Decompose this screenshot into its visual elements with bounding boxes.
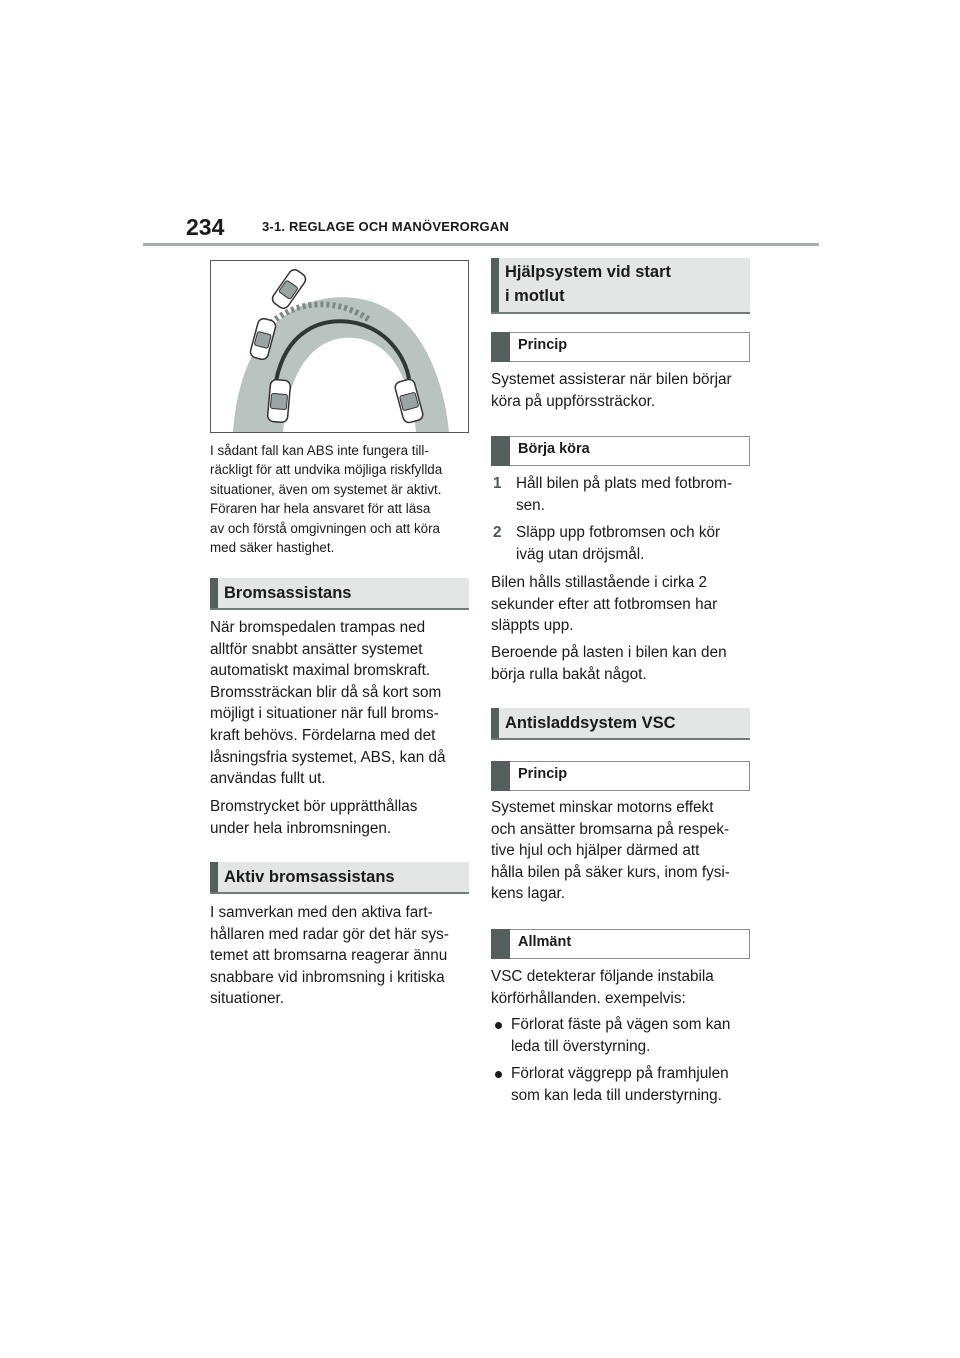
hold-paragraph: Bilen hålls stillastående i cirka 2 sekunder efter att fotbromsen har släppts upp. xyxy=(491,574,718,635)
abs-caption: I sådant fall kan ABS inte fungera till- räckligt för att undvika möjliga riskfyllda situationer, även om systemet är aktivt. Föraren har hela ansvaret för att läsa av och förstå omgivningen och att köra med säker hastighet. xyxy=(210,443,443,556)
page-number: 234 xyxy=(186,214,225,240)
vsc-principle-heading: Princip xyxy=(491,761,750,791)
brake-assist-paragraph-1: När bromspedalen trampas ned alltför snabbt ansätter systemet automatiskt maximal bromskraft. Bromssträckan blir då så kort som möjligt i situationer när full broms- kraft behövs. Fördelarna med det låsningsfria systemet, ABS, kan då användas fullt ut. xyxy=(210,619,446,788)
vsc-principle-paragraph: Systemet minskar motorns effekt och ansätter bromsarna på respek- tive hjul och hjälper därmed att hålla bilen på säker kurs, inom fysi- kens lagar. xyxy=(491,799,730,903)
section-title: 3-1. REGLAGE OCH MANÖVERORGAN xyxy=(262,219,510,234)
active-brake-assist-paragraph: I samverkan med den aktiva fart- hållaren med radar gör det här sys- temet att bromsarna reagerar ännu snabbare vid inbromsning i kritiska situationer. xyxy=(210,904,449,1008)
bullet-oversteer: Förlorat fäste på vägen som kan leda till överstyrning. xyxy=(493,1014,755,1058)
curve-braking-illustration xyxy=(210,260,469,433)
load-paragraph: Beroende på lasten i bilen kan den börja rulla bakåt något. xyxy=(491,644,727,683)
hill-start-heading: Hjälpsystem vid start i motlut xyxy=(491,258,750,314)
vsc-heading: Antisladdsystem VSC xyxy=(491,708,750,740)
hill-principle-paragraph: Systemet assisterar när bilen börjar köra på uppförssträckor. xyxy=(491,371,732,410)
general-paragraph: VSC detekterar följande instabila körförhållanden. exempelvis: xyxy=(491,968,714,1007)
hill-principle-heading: Princip xyxy=(491,332,750,362)
car-bottom-left xyxy=(267,379,291,423)
brake-assist-paragraph-2: Bromstrycket bör upprätthållas under hela inbromsningen. xyxy=(210,798,418,837)
start-driving-heading: Börja köra xyxy=(491,436,750,466)
step-2: 2 Släpp upp fotbromsen och kör iväg utan dröjsmål. xyxy=(493,524,721,563)
active-brake-assist-heading: Aktiv bromsassistans xyxy=(210,862,469,894)
general-heading: Allmänt xyxy=(491,929,750,959)
brake-assist-heading: Bromsassistans xyxy=(210,578,469,610)
header-rule xyxy=(143,243,819,246)
bullet-icon xyxy=(495,1022,502,1029)
bullet-understeer: Förlorat väggrepp på framhjulen som kan leda till understyrning. xyxy=(493,1063,755,1107)
step-1: 1 Håll bilen på plats med fotbrom- sen. xyxy=(493,475,732,514)
bullet-icon xyxy=(495,1071,502,1078)
